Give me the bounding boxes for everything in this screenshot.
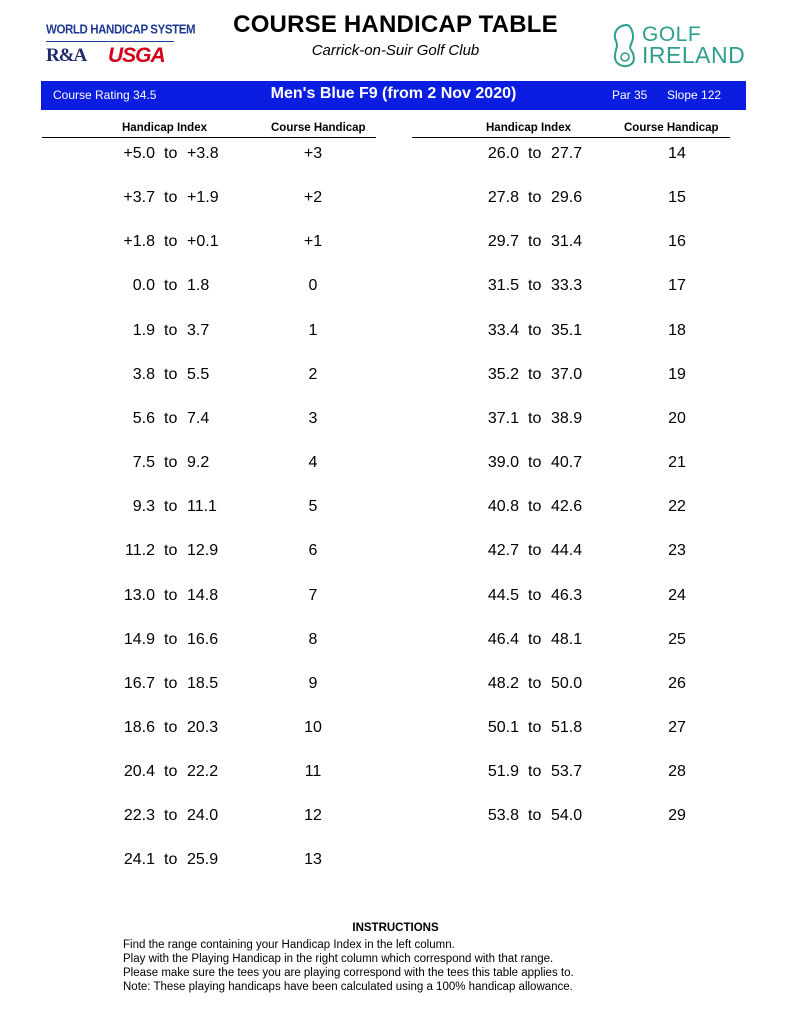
table-row (0, 145, 791, 169)
course-handicap-value: 7 (308, 586, 318, 604)
range-to-word: to (528, 409, 542, 427)
index-from: +5.0 (123, 145, 155, 162)
course-handicap-value: 23 (668, 542, 686, 560)
index-to: 29.6 (551, 189, 583, 207)
course-handicap-value: 29 (668, 807, 686, 825)
index-to: 3.7 (187, 321, 210, 339)
index-from: 13.0 (123, 586, 155, 604)
index-to: 35.1 (551, 321, 583, 339)
index-from: 51.9 (487, 763, 519, 781)
left-course-header: Course Handicap (271, 122, 366, 134)
index-to: 51.8 (551, 718, 583, 736)
index-to: 40.7 (551, 454, 583, 472)
range-to-word: to (164, 763, 178, 781)
table-row (0, 587, 791, 611)
table-row (0, 277, 791, 301)
index-to: +1.9 (187, 189, 219, 207)
index-from: 44.5 (487, 586, 519, 604)
course-handicap-value: 6 (308, 542, 318, 560)
course-handicap-value: 1 (308, 321, 318, 339)
range-to-word: to (164, 145, 178, 162)
range-to-word: to (528, 763, 542, 781)
index-from: 33.4 (487, 321, 519, 339)
index-from: 22.3 (123, 807, 155, 825)
instruction-line: Find the range containing your Handicap Index in the left column. (123, 939, 455, 951)
course-handicap-value: 5 (308, 498, 318, 516)
course-handicap-value: 28 (668, 763, 686, 781)
range-to-word: to (164, 189, 178, 207)
range-to-word: to (528, 454, 542, 472)
index-from: 3.8 (132, 365, 155, 383)
course-handicap-value: 3 (308, 409, 318, 427)
golf-ireland-text-golf: GOLF (642, 23, 702, 46)
course-handicap-value: 9 (308, 674, 318, 692)
instruction-line: Please make sure the tees you are playing correspond with the tees this table applies to. (123, 967, 574, 979)
index-from: 20.4 (123, 763, 155, 781)
index-to: 1.8 (187, 277, 210, 295)
golf-ireland-text-ireland: IRELAND (642, 42, 746, 68)
index-from: 46.4 (487, 630, 519, 648)
index-from: 50.1 (487, 718, 519, 736)
golf-ireland-logo (610, 22, 755, 70)
index-to: 27.7 (551, 145, 583, 162)
table-row (0, 189, 791, 213)
course-rating: Course Rating 34.5 (53, 88, 157, 102)
index-from: 26.0 (487, 145, 519, 162)
index-to: 38.9 (551, 409, 583, 427)
index-from: 7.5 (132, 454, 155, 472)
table-row (0, 454, 791, 478)
table-row (0, 410, 791, 434)
range-to-word: to (164, 674, 178, 692)
index-to: 48.1 (551, 630, 583, 648)
index-to: 50.0 (551, 674, 583, 692)
index-from: 1.9 (132, 321, 155, 339)
course-handicap-value: +3 (303, 145, 323, 162)
right-index-header: Handicap Index (486, 122, 571, 134)
slope-rating: Slope 122 (667, 88, 722, 102)
course-handicap-value: +2 (303, 189, 323, 207)
course-handicap-value: 22 (668, 498, 686, 516)
golf-ireland-emblem-icon (610, 23, 640, 69)
index-from: 42.7 (487, 542, 519, 560)
index-from: +3.7 (123, 189, 155, 207)
course-handicap-value: +1 (303, 233, 323, 251)
index-from: 14.9 (123, 630, 155, 648)
index-from: 39.0 (487, 454, 519, 472)
range-to-word: to (164, 277, 178, 295)
table-row (0, 719, 791, 743)
course-handicap-value: 12 (304, 807, 322, 825)
range-to-word: to (528, 189, 542, 207)
range-to-word: to (528, 674, 542, 692)
table-row (0, 675, 791, 699)
range-to-word: to (164, 807, 178, 825)
index-to: 33.3 (551, 277, 583, 295)
course-handicap-value: 2 (308, 365, 318, 383)
left-header-rule (42, 137, 376, 138)
index-from: 53.8 (487, 807, 519, 825)
index-from: 18.6 (123, 718, 155, 736)
table-row (0, 807, 791, 831)
course-handicap-value: 18 (668, 321, 686, 339)
index-to: 25.9 (187, 851, 219, 869)
course-handicap-value: 15 (668, 189, 686, 207)
instruction-line: Note: These playing handicaps have been calculated using a 100% handicap allowance. (123, 981, 573, 993)
tee-name: Men's Blue F9 (from 2 Nov 2020) (270, 85, 517, 102)
range-to-word: to (528, 145, 542, 162)
range-to-word: to (528, 630, 542, 648)
table-row (0, 366, 791, 390)
index-from: 35.2 (487, 365, 519, 383)
index-to: 7.4 (187, 409, 210, 427)
instructions-title: INSTRUCTIONS (352, 922, 439, 934)
range-to-word: to (164, 586, 178, 604)
index-from: 0.0 (132, 277, 155, 295)
range-to-word: to (164, 365, 178, 383)
range-to-word: to (164, 233, 178, 251)
table-row (0, 498, 791, 522)
range-to-word: to (528, 277, 542, 295)
range-to-word: to (164, 718, 178, 736)
index-from: 48.2 (487, 674, 519, 692)
range-to-word: to (528, 321, 542, 339)
index-from: 27.8 (487, 189, 519, 207)
index-to: 42.6 (551, 498, 583, 516)
index-to: 24.0 (187, 807, 219, 825)
index-to: +0.1 (187, 233, 219, 251)
course-handicap-value: 11 (304, 763, 322, 781)
index-to: 22.2 (187, 763, 219, 781)
index-to: 44.4 (551, 542, 583, 560)
index-from: 9.3 (132, 498, 155, 516)
index-to: 14.8 (187, 586, 219, 604)
usga-logo-text: USGA (108, 44, 165, 67)
course-handicap-value: 4 (308, 454, 318, 472)
left-index-header: Handicap Index (122, 122, 207, 134)
index-from: 37.1 (487, 409, 519, 427)
index-to: 20.3 (187, 718, 219, 736)
table-row (0, 763, 791, 787)
course-handicap-value: 19 (668, 365, 686, 383)
index-to: 9.2 (187, 454, 210, 472)
index-to: 11.1 (187, 498, 217, 516)
table-row (0, 233, 791, 257)
course-handicap-value: 0 (308, 277, 318, 295)
range-to-word: to (528, 807, 542, 825)
index-to: 16.6 (187, 630, 219, 648)
index-to: 37.0 (551, 365, 583, 383)
index-from: 24.1 (123, 851, 155, 869)
index-from: +1.8 (123, 233, 155, 251)
instruction-line: Play with the Playing Handicap in the right column which correspond with that range. (123, 953, 554, 965)
course-handicap-value: 17 (668, 277, 686, 295)
whs-logo-text: WORLD HANDICAP SYSTEM (46, 23, 196, 37)
range-to-word: to (528, 498, 542, 516)
table-row (0, 631, 791, 655)
index-to: 31.4 (551, 233, 583, 251)
index-to: +3.8 (187, 145, 219, 162)
range-to-word: to (164, 321, 178, 339)
table-row (0, 322, 791, 346)
index-to: 46.3 (551, 586, 583, 604)
range-to-word: to (164, 409, 178, 427)
index-from: 16.7 (123, 674, 155, 692)
range-to-word: to (528, 586, 542, 604)
index-from: 40.8 (487, 498, 519, 516)
club-name: Carrick-on-Suir Golf Club (311, 42, 480, 59)
range-to-word: to (528, 233, 542, 251)
table-row (0, 542, 791, 566)
table-row (0, 851, 791, 875)
index-from: 29.7 (487, 233, 519, 251)
range-to-word: to (528, 365, 542, 383)
index-to: 12.9 (187, 542, 219, 560)
course-handicap-value: 14 (668, 145, 686, 162)
index-to: 5.5 (187, 365, 210, 383)
course-handicap-value: 16 (668, 233, 686, 251)
tee-banner (41, 81, 746, 110)
ra-logo-text: R&A (46, 45, 87, 66)
course-handicap-value: 10 (304, 718, 322, 736)
index-from: 31.5 (487, 277, 519, 295)
course-handicap-value: 8 (308, 630, 318, 648)
range-to-word: to (164, 851, 178, 869)
index-from: 11.2 (125, 542, 155, 560)
range-to-word: to (528, 718, 542, 736)
course-handicap-value: 26 (668, 674, 686, 692)
course-handicap-value: 27 (668, 718, 686, 736)
index-from: 5.6 (132, 409, 155, 427)
right-course-header: Course Handicap (624, 122, 719, 134)
course-par: Par 35 (612, 88, 648, 102)
index-to: 54.0 (551, 807, 583, 825)
index-to: 18.5 (187, 674, 219, 692)
range-to-word: to (164, 542, 178, 560)
range-to-word: to (528, 542, 542, 560)
range-to-word: to (164, 630, 178, 648)
range-to-word: to (164, 498, 178, 516)
index-to: 53.7 (551, 763, 583, 781)
range-to-word: to (164, 454, 178, 472)
course-handicap-value: 21 (668, 454, 686, 472)
page-title: COURSE HANDICAP TABLE (233, 11, 558, 38)
course-handicap-value: 25 (668, 630, 686, 648)
course-handicap-value: 24 (668, 586, 686, 604)
right-header-rule (412, 137, 730, 138)
course-handicap-value: 13 (304, 851, 322, 869)
course-handicap-value: 20 (668, 409, 686, 427)
